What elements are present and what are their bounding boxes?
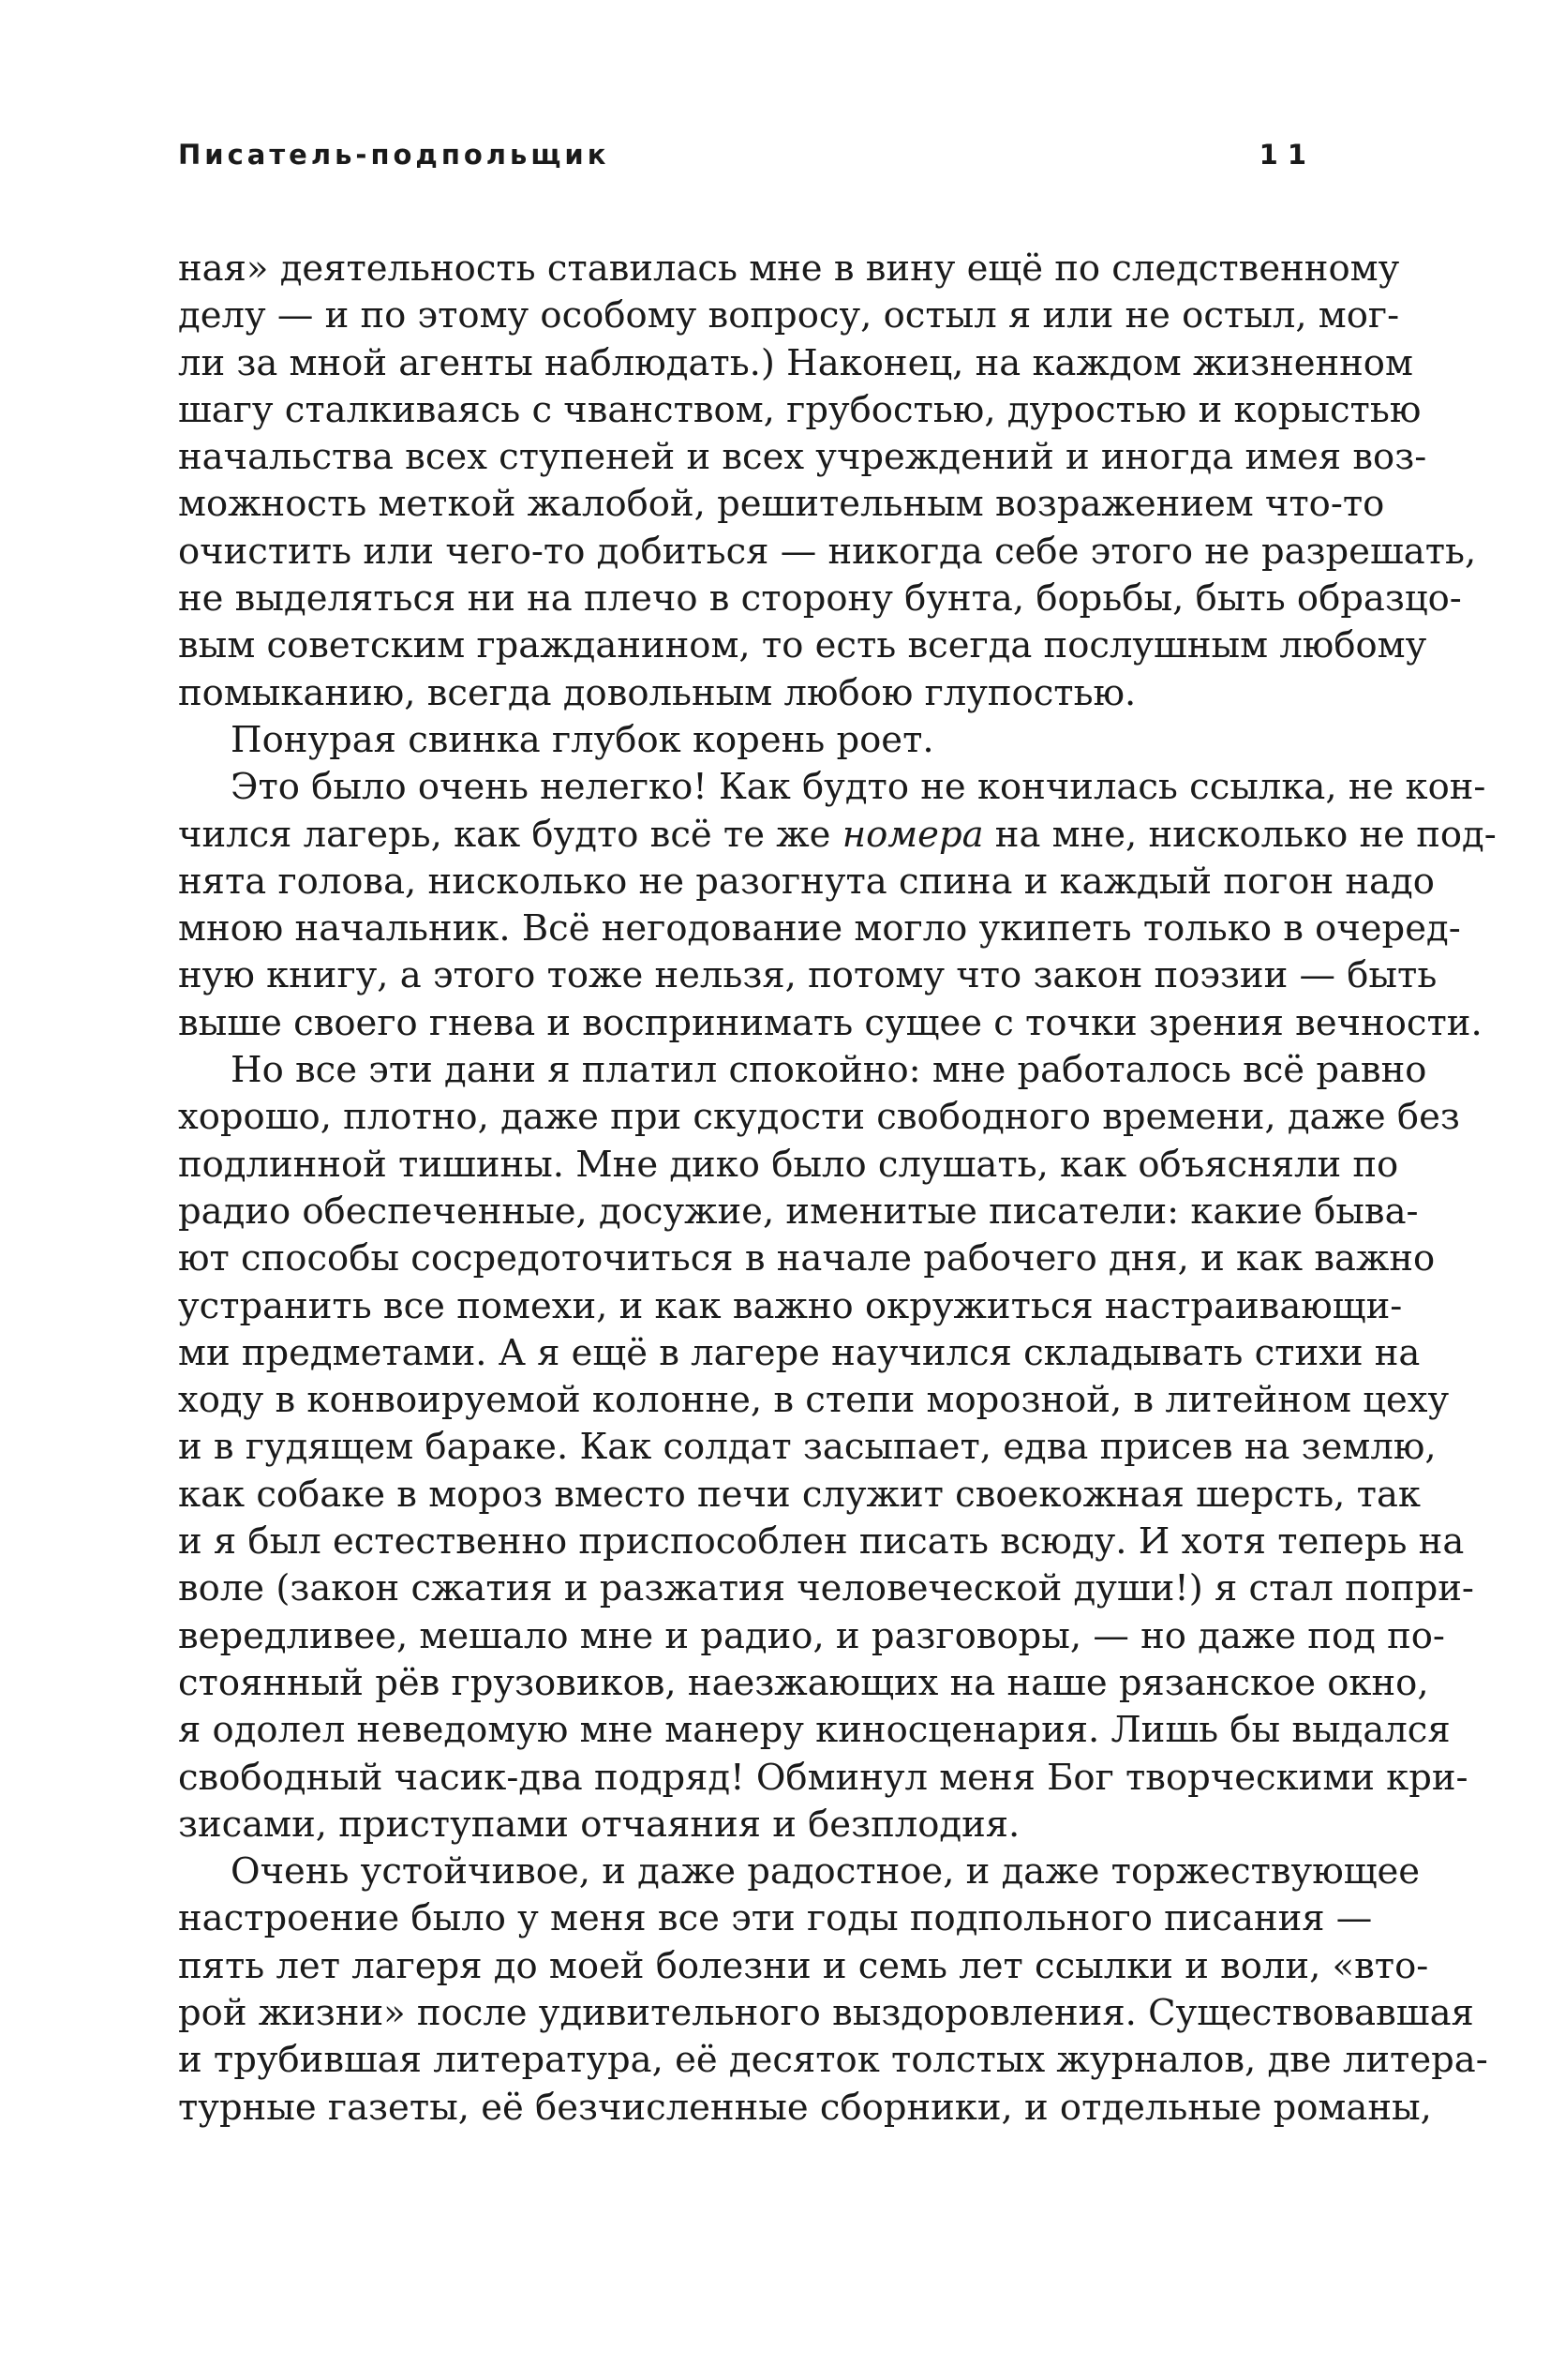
paragraph: [178, 1849, 1488, 2132]
text-line: рой жизни» после удивительного выздоровления. Существовавшая: [178, 1991, 1474, 2034]
text-line: подлинной тишины. Мне дико было слушать, как объясняли по: [178, 1143, 1399, 1186]
text-line: ную книгу, а этого тоже нельзя, потому что закон поэзии — быть: [178, 954, 1438, 997]
text-line: начальства всех ступеней и всех учреждений и иногда имея воз-: [178, 436, 1427, 479]
text-line: стоянный рёв грузовиков, наезжающих на наше рязанское окно,: [178, 1661, 1429, 1704]
text-line: как собаке в мороз вместо печи служит своекожная шерсть, так: [178, 1473, 1421, 1516]
text-line: помыканию, всегда довольным любою глупостью.: [178, 671, 1137, 714]
text-line: ная» деятельность ставилась мне в вину ещё по следственному: [178, 247, 1400, 290]
text-line: вым советским гражданином, то есть всегда послушным любому: [178, 624, 1427, 667]
emphasis-text: номера: [842, 813, 984, 856]
paragraph: [178, 246, 1477, 717]
text-line: не выделяться ни на плечо в сторону бунта, борьбы, быть образцо-: [178, 577, 1462, 621]
body-text: [178, 246, 1497, 2132]
text-line: очистить или чего-то добиться — никогда себе этого не разрешать,: [178, 530, 1477, 573]
text-line: вередливее, мешало мне и радио, и разговоры, — но даже под по-: [178, 1614, 1445, 1657]
text-line: нята голова, нисколько не разогнута спина и каждый погон надо: [178, 860, 1435, 903]
text-line: воле (закон сжатия и разжатия человеческой души!) я стал попри-: [178, 1567, 1474, 1610]
text-line: ми предметами. А я ещё в лагере научился складывать стихи на: [178, 1331, 1421, 1374]
text-line: шагу сталкиваясь с чванством, грубостью, дуростью и корыстью: [178, 388, 1422, 431]
text-line: пять лет лагеря до моей болезни и семь лет ссылки и воли, «вто-: [178, 1944, 1429, 1987]
text-line: мною начальник. Всё негодование могло укипеть только в очеред-: [178, 907, 1461, 951]
text-line: и в гудящем бараке. Как солдат засыпает, едва присев на землю,: [178, 1426, 1437, 1469]
text-line: можность меткой жалобой, решительным возражением что-то: [178, 483, 1385, 526]
text-line: турные газеты, её безчисленные сборники, и отдельные романы,: [178, 2086, 1432, 2129]
text-line: выше своего гнева и воспринимать сущее с точки зрения вечности.: [178, 1001, 1483, 1044]
paragraph: [178, 1047, 1474, 1849]
paragraph: [178, 764, 1497, 1047]
running-head: Писатель-подпольщик: [178, 139, 610, 171]
text-line: и я был естественно приспособлен писать всюду. И хотя теперь на: [178, 1520, 1465, 1564]
text-line: настроение было у меня все эти годы подпольного писания —: [178, 1897, 1373, 1940]
text-line: ходу в конвоируемой колонне, в степи морозной, в литейном цеху: [178, 1379, 1450, 1422]
text-line: [178, 812, 1497, 859]
text-line: свободный часик-два подряд! Обминул меня Бог творческими кри-: [178, 1756, 1468, 1799]
text-line: хорошо, плотно, даже при скудости свободного времени, даже без: [178, 1096, 1460, 1139]
paragraph: [178, 717, 1310, 764]
text-line: и трубившая литература, её десяток толстых журналов, две литера-: [178, 2039, 1488, 2082]
text-fragment: чился лагерь, как будто всё те же: [178, 813, 842, 856]
text-line: Понурая свинка глубок корень роет.: [231, 718, 934, 761]
text-line: радио обеспеченные, досужие, именитые писатели: какие быва-: [178, 1190, 1419, 1233]
text-line: ли за мной агенты наблюдать.) Наконец, на каждом жизненном: [178, 341, 1413, 384]
text-line: Но все эти дани я платил спокойно: мне работалось всё равно: [231, 1049, 1427, 1092]
text-line: делу — и по этому особому вопросу, остыл я или не остыл, мог-: [178, 294, 1400, 337]
text-line: Очень устойчивое, и даже радостное, и даже торжествующее: [231, 1850, 1421, 1894]
text-line: зисами, приступами отчаяния и безплодия.: [178, 1803, 1021, 1846]
page-number: 11: [1259, 139, 1316, 171]
text-line: Это было очень нелегко! Как будто не кончилась ссылка, не кон-: [231, 766, 1486, 809]
text-line: я одолел неведомую мне манеру киносценария. Лишь бы выдался: [178, 1709, 1451, 1752]
text-fragment: на мне, нисколько не под-: [983, 813, 1497, 856]
text-line: ют способы сосредоточиться в начале рабочего дня, и как важно: [178, 1237, 1436, 1280]
text-line: устранить все помехи, и как важно окружиться настраивающи-: [178, 1284, 1403, 1327]
